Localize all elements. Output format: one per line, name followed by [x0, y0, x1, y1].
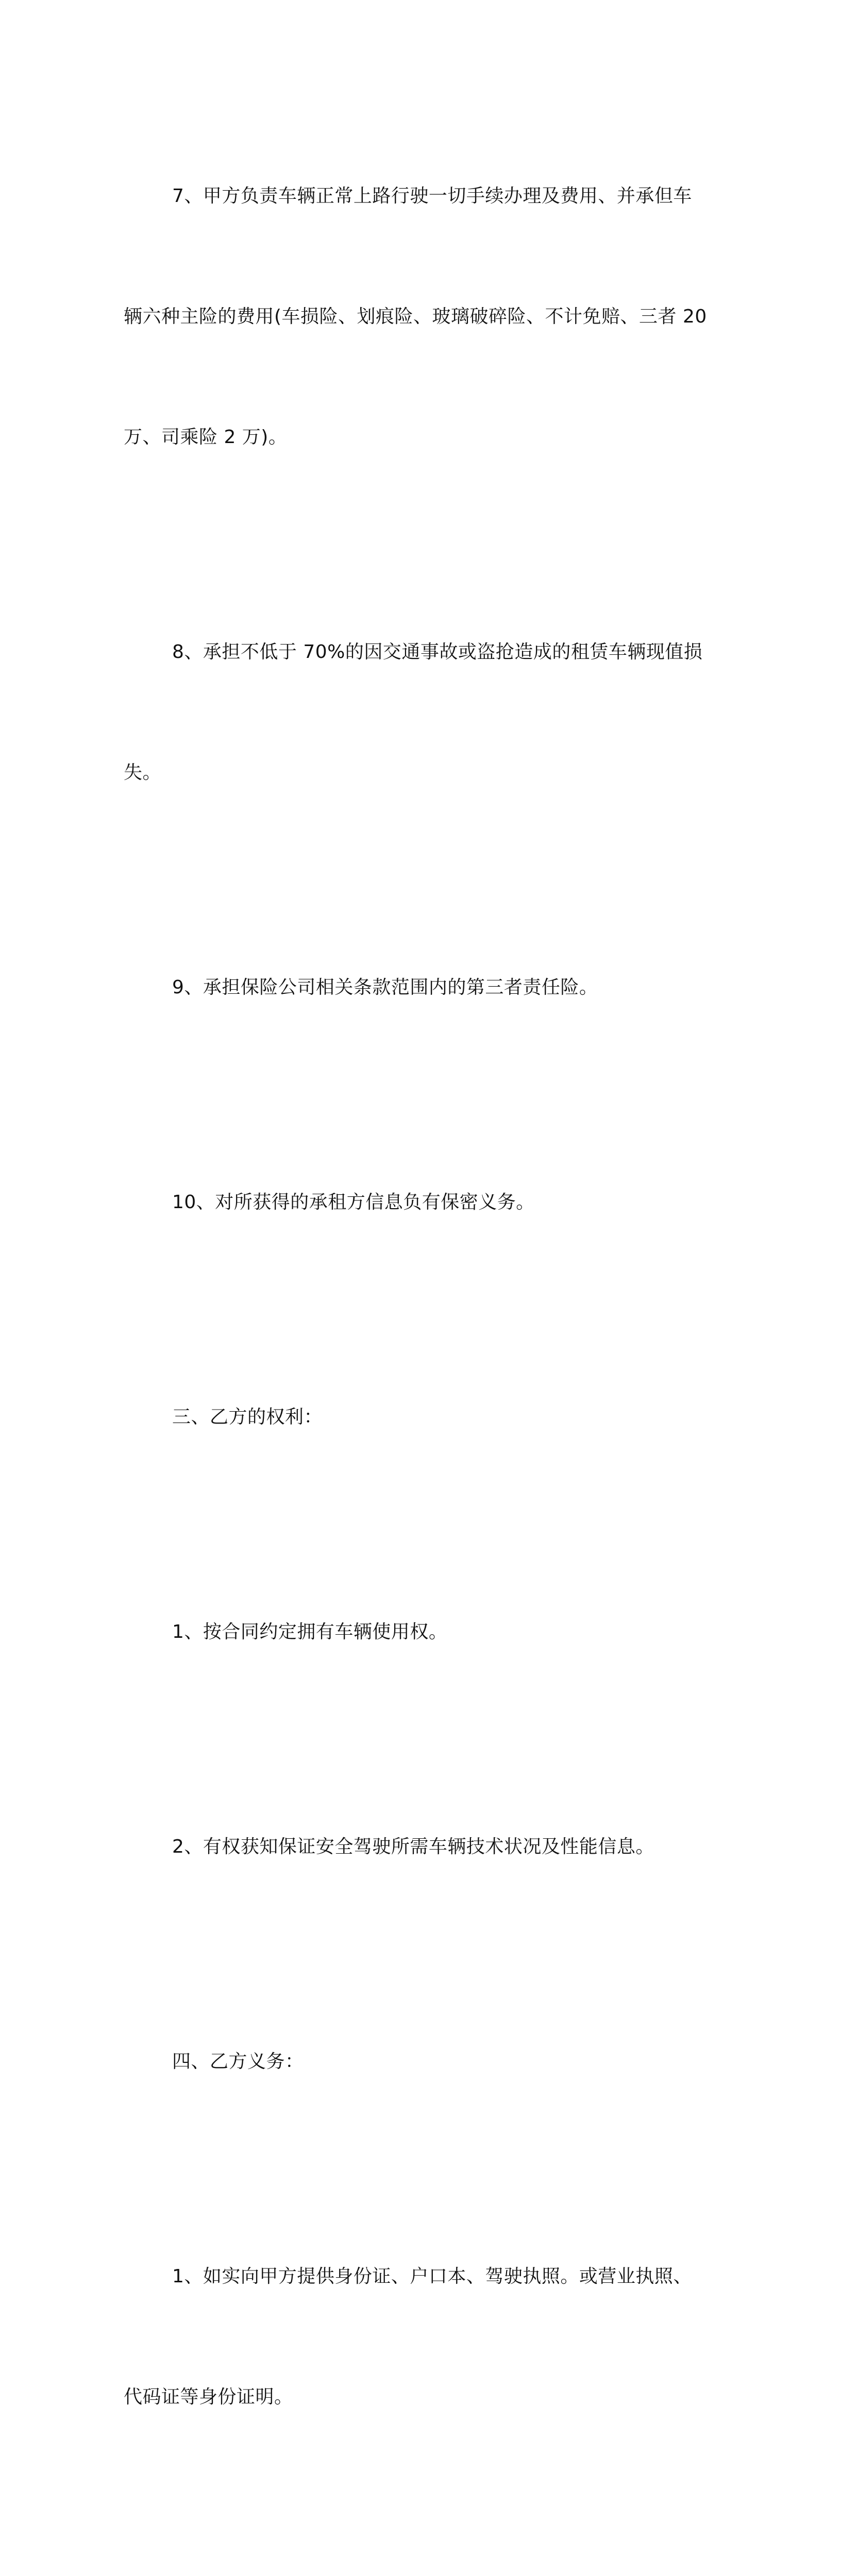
rights-item-1 [124, 1532, 716, 1733]
paragraph-item-7 [124, 96, 716, 538]
paragraph-line: 7、甲方负责车辆正常上路行驶一切手续办理及费用、并承但车 [172, 185, 692, 207]
document-body [124, 96, 716, 2576]
paragraph-line: 辆六种主险的费用(车损险、划痕险、玻璃破碎险、不计免赔、三者 20 [124, 306, 707, 327]
paragraph-line: 10、对所获得的承租方信息负有保密义务。 [172, 1192, 535, 1213]
paragraph-line: 1、如实向甲方提供身份证、户口本、驾驶执照。或营业执照、 [172, 2266, 692, 2287]
paragraph-item-8 [124, 552, 716, 873]
heading-line: 三、乙方的权利： [172, 1406, 323, 1428]
obligation-item-1 [124, 2176, 716, 2498]
section-heading-party-b-rights [124, 1317, 716, 1518]
obligation-item-2 [124, 2512, 716, 2576]
paragraph-line: 9、承担保险公司相关条款范围内的第三者责任险。 [172, 977, 598, 998]
paragraph-item-9 [124, 887, 716, 1088]
paragraph-line: 万、司乘险 2 万)。 [124, 427, 288, 448]
section-heading-party-b-obligations [124, 1961, 716, 2162]
paragraph-line: 失。 [124, 762, 162, 783]
rights-item-2 [124, 1747, 716, 1947]
paragraph-item-10 [124, 1102, 716, 1303]
paragraph-line: 2、有权获知保证安全驾驶所需车辆技术状况及性能信息。 [172, 1836, 654, 1857]
heading-line: 四、乙方义务： [172, 2051, 304, 2072]
paragraph-line: 8、承担不低于 70%的因交通事故或盗抢造成的租赁车辆现值损 [172, 641, 703, 663]
paragraph-line: 代码证等身份证明。 [124, 2386, 293, 2408]
paragraph-line: 1、按合同约定拥有车辆使用权。 [172, 1621, 448, 1642]
